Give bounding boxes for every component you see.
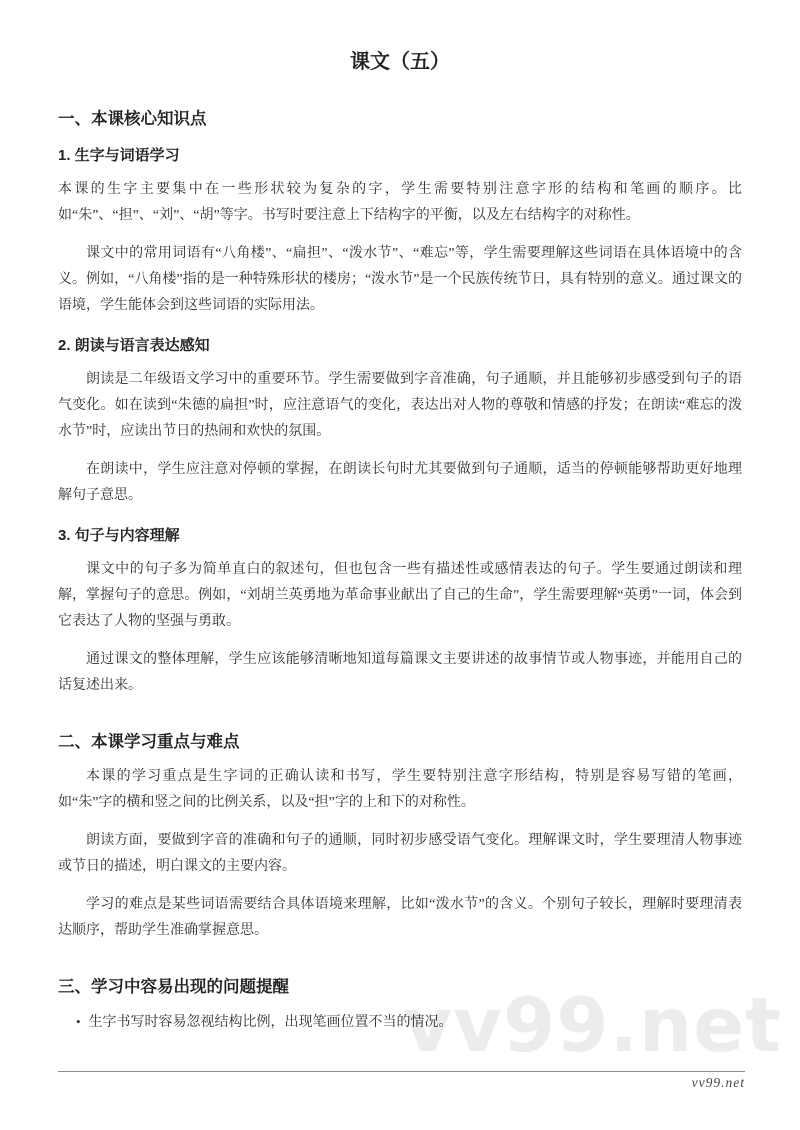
footer-divider	[58, 1071, 745, 1072]
paragraph: 通过课文的整体理解，学生应该能够清晰地知道每篇课文主要讲述的故事情节或人物事迹，并能用自己的话复述出来。	[58, 652, 742, 693]
paragraph: 课文中的句子多为简单直白的叙述句，但也包含一些有描述性或感情表达的句子。学生要通过朗读和理解，掌握句子的意思。例如，“刘胡兰英勇地为革命事业献出了自己的生命”，学生需要理解“英勇”一词，体会到它表达了人物的坚强与勇敢。	[58, 562, 742, 629]
paragraph: 在朗读中，学生应注意对停顿的掌握，在朗读长句时尤其要做到句子通顺，适当的停顿能够帮助更好地理解句子意思。	[58, 462, 742, 503]
subsection-1-3-heading: 3. 句子与内容理解	[58, 527, 180, 544]
paragraph: 朗读是二年级语文学习中的重要环节。学生需要做到字音准确，句子通顺，并且能够初步感受到句子的语气变化。如在读到“朱德的扁担”时，应注意语气的变化，表达出对人物的尊敬和情感的抒发；在朗读“难忘的泼水节”时，应读出节日的热闹和欢快的氛围。	[58, 372, 742, 439]
page-footer	[58, 1071, 745, 1091]
section-2-heading: 二、本课学习重点与难点	[58, 733, 240, 751]
paragraph: 课文中的常用词语有“八角楼”、“扁担”、“泼水节”、“难忘”等，学生需要理解这些词语在具体语境中的含义。例如，“八角楼”指的是一种特殊形状的楼房；“泼水节”是一个民族传统节日，具有特别的意义。通过课文的语境，学生能体会到这些词语的实际用法。	[58, 246, 742, 313]
bullet-icon: •	[76, 1014, 81, 1029]
section-3-heading: 三、学习中容易出现的问题提醒	[58, 978, 289, 996]
paragraph: 朗读方面，要做到字音的准确和句子的通顺，同时初步感受语气变化。理解课文时，学生要理清人物事迹或节日的描述，明白课文的主要内容。	[58, 833, 742, 874]
section-1-heading: 一、本课核心知识点	[58, 110, 207, 128]
paragraph: 学习的难点是某些词语需要结合具体语境来理解，比如“泼水节”的含义。个别句子较长，理解时要理清表达顺序，帮助学生准确掌握意思。	[58, 897, 742, 938]
page-title: 课文（五）	[350, 51, 450, 73]
paragraph: 本课的生字主要集中在一些形状较为复杂的字，学生需要特别注意字形的结构和笔画的顺序。比如“朱”、“担”、“刘”、“胡”等字。书写时要注意上下结构字的平衡，以及左右结构字的对称性。	[58, 182, 742, 223]
list-item-text: 生字书写时容易忽视结构比例，出现笔画位置不当的情况。	[88, 1015, 453, 1030]
document-content	[58, 48, 742, 1036]
footer-site-label: vv99.net	[691, 1075, 745, 1090]
list-item	[58, 1009, 742, 1036]
paragraph: 本课的学习重点是生字词的正确认读和书写，学生要特别注意字形结构，特别是容易写错的笔画，如“朱”字的横和竖之间的比例关系，以及“担”字的上和下的对称性。	[58, 769, 742, 810]
subsection-1-1-heading: 1. 生字与词语学习	[58, 147, 180, 164]
watermark-text: vv99.net	[403, 981, 782, 1069]
subsection-1-2-heading: 2. 朗读与语言表达感知	[58, 337, 210, 354]
